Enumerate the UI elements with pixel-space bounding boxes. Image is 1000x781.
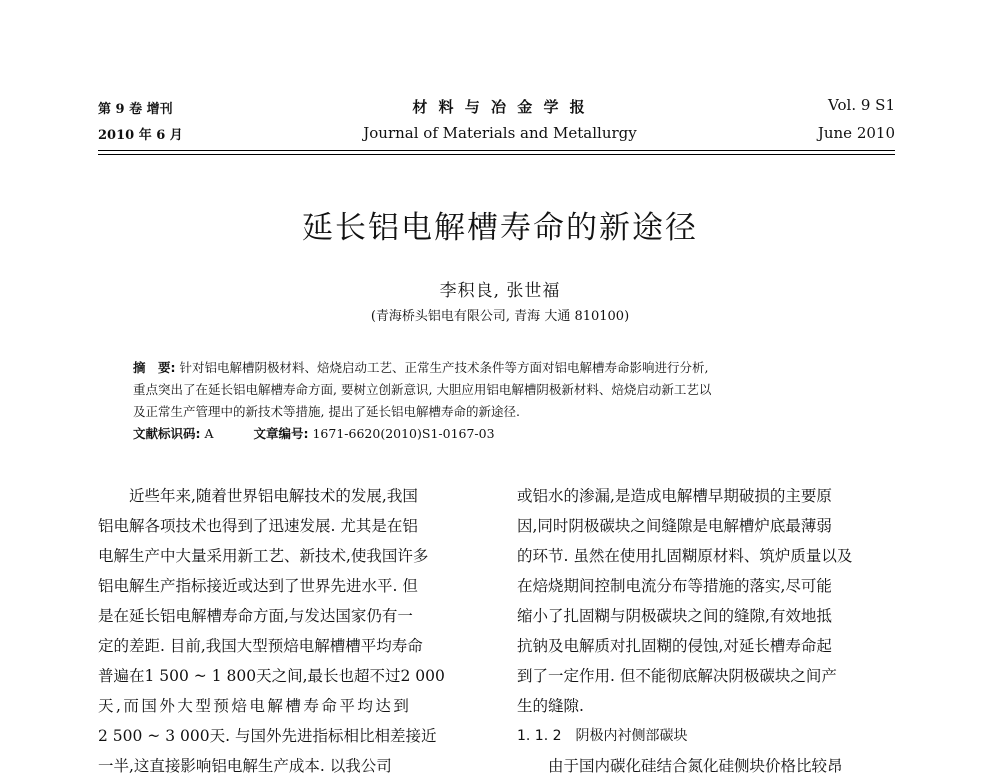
body-line: 或铝水的渗漏,是造成电解槽早期破损的主要原: [517, 487, 832, 505]
publication-date: 2010 年 6 月: [98, 128, 183, 143]
body-line: 生的缝隙.: [517, 697, 584, 715]
body-right-column: [517, 481, 897, 781]
journal-name-cn: 材 料 与 冶 金 学 报: [412, 98, 588, 116]
article-no-label: 文章编号:: [253, 426, 309, 441]
header-rule-bottom: [98, 154, 895, 155]
abstract: [133, 357, 873, 445]
author-affiliation: (青海桥头铝电有限公司, 青海 大通 810100): [370, 309, 630, 324]
body-line: 到了一定作用. 但不能彻底解决阴极碳块之间产: [517, 667, 837, 685]
body-line: 近些年来,随着世界铝电解技术的发展,我国: [129, 487, 418, 505]
body-line: 在焙烧期间控制电流分布等措施的落实,尽可能: [517, 577, 832, 595]
article-title: 延长铝电解槽寿命的新途径: [302, 210, 698, 246]
abstract-label: 摘 要:: [133, 360, 176, 375]
abstract-line-1: 摘 要: 针对铝电解槽阴极材料、焙烧启动工艺、正常生产技术条件等方面对铝电解槽寿命影响进行分析,: [133, 360, 709, 375]
doc-code-label: 文献标识码:: [133, 426, 201, 441]
body-line: 定的差距. 目前,我国大型预焙电解槽槽平均寿命: [98, 637, 423, 655]
doc-code-value: A: [204, 426, 214, 441]
body-line: 抗钠及电解质对扎固糊的侵蚀,对延长槽寿命起: [517, 637, 832, 655]
body-line: 电解生产中大量采用新工艺、新技术,使我国许多: [98, 547, 429, 565]
body-line: 是在延长铝电解槽寿命方面,与发达国家仍有一: [98, 607, 413, 625]
body-line: 天,而国外大型预焙电解槽寿命平均达到: [98, 697, 412, 715]
subsection-heading: 1. 1. 2 阴极内衬侧部碳块: [517, 728, 688, 744]
date-en: June 2010: [817, 124, 895, 142]
body-line: 的环节. 虽然在使用扎固糊原材料、筑炉质量以及: [517, 547, 853, 565]
body-line: 铝电解各项技术也得到了迅速发展. 尤其是在铝: [98, 517, 418, 535]
body-line: 一半,这直接影响铝电解生产成本. 以我公司: [98, 757, 392, 775]
article-no-value: 1671-6620(2010)S1-0167-03: [312, 426, 495, 441]
header-rule-top: [98, 150, 895, 151]
volume-en: Vol. 9 S1: [828, 96, 895, 114]
volume-issue: 第 9 卷 增刊: [98, 102, 173, 117]
abstract-line-2: 重点突出了在延长铝电解槽寿命方面, 要树立创新意识, 大胆应用铝电解槽阴极新材料、焙烧启动新工艺以: [133, 382, 712, 397]
body-line: 普遍在1 500 ~ 1 800天之间,最长也超不过2 000: [98, 667, 445, 685]
body-line: 由于国内碳化硅结合氮化硅侧块价格比较昂: [548, 757, 843, 775]
body-line: 缩小了扎固糊与阴极碳块之间的缝隙,有效地抵: [517, 607, 832, 625]
body-line: 2 500 ~ 3 000天. 与国外先进指标相比相差接近: [98, 727, 437, 745]
abstract-line-3: 及正常生产管理中的新技术等措施, 提出了延长铝电解槽寿命的新途径.: [133, 404, 520, 419]
body-left-column: [98, 481, 483, 781]
article-codes: [133, 423, 873, 445]
journal-name-en: Journal of Materials and Metallurgy: [363, 124, 637, 142]
article-authors: 李积良, 张世福: [439, 281, 561, 301]
body-line: 铝电解生产指标接近或达到了世界先进水平. 但: [98, 577, 418, 595]
body-line: 因,同时阴极碳块之间缝隙是电解槽炉底最薄弱: [517, 517, 832, 535]
